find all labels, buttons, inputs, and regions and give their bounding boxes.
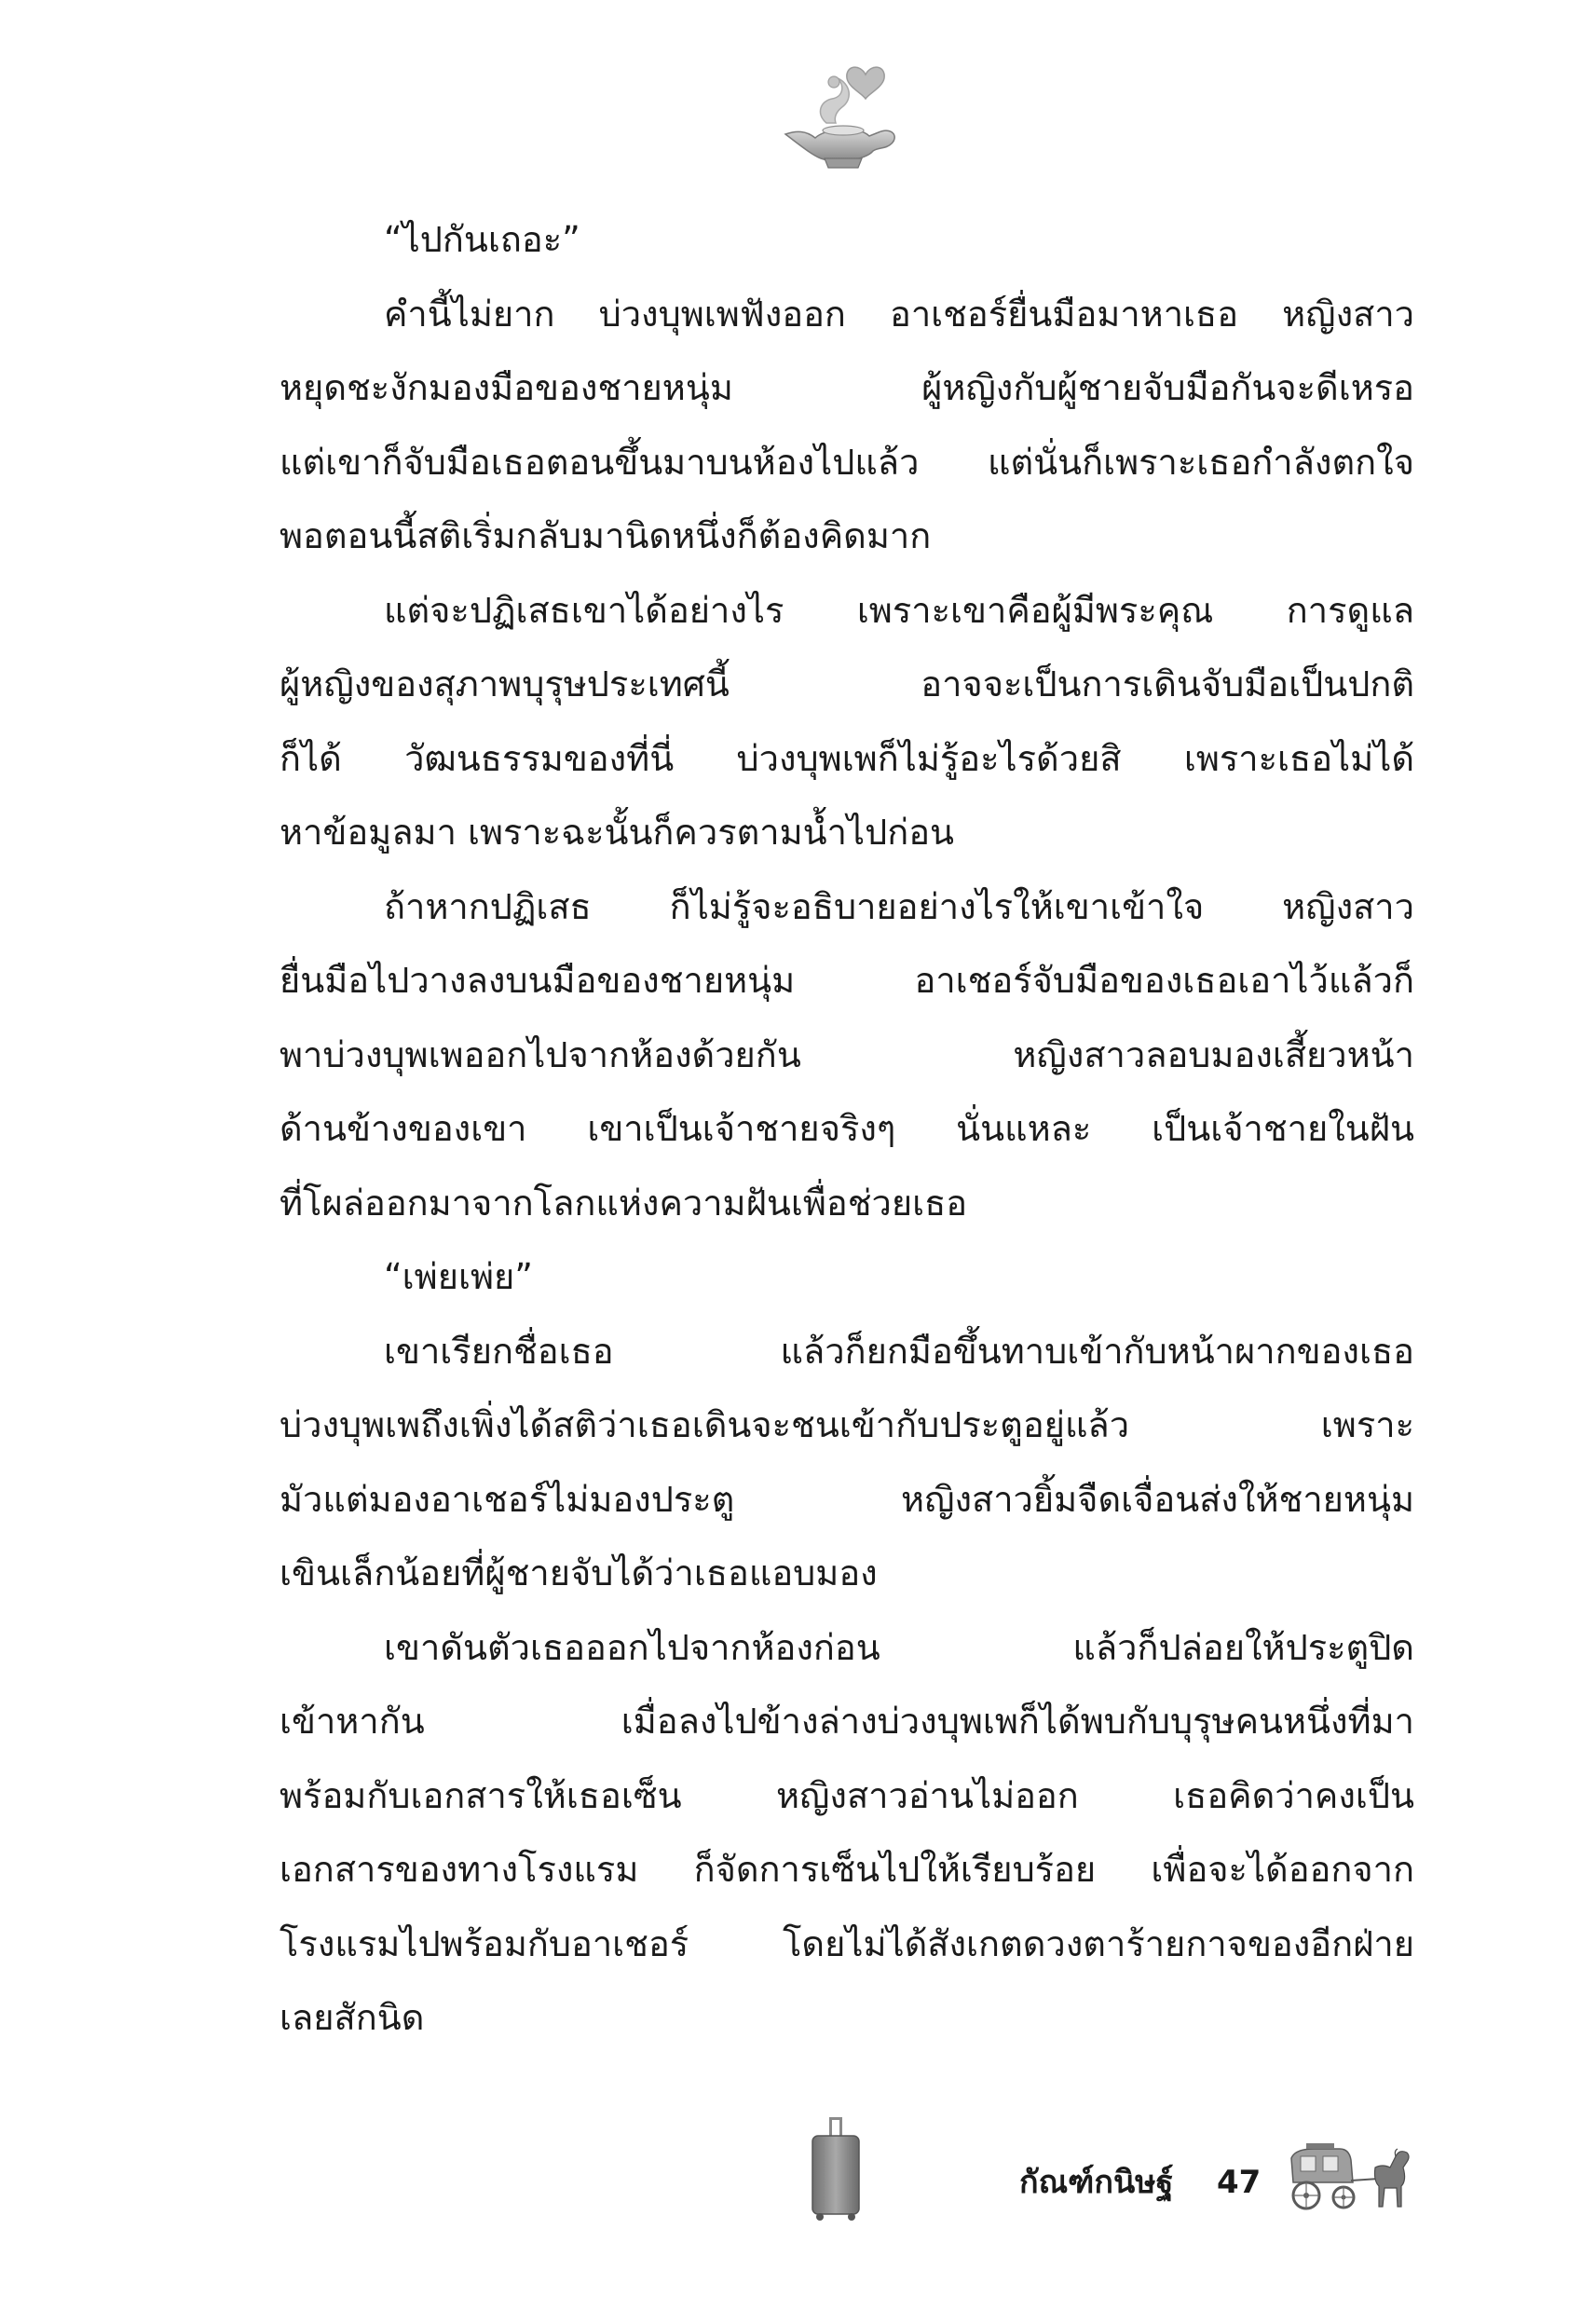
body-line: เอกสารของทางโรงแรม ก็จัดการเซ็นไปให้เรียบร้อย เพื่อจะได้ออกจาก <box>280 1849 1414 1890</box>
body-line: เขาเรียกชื่อเธอ แล้วก็ยกมือขึ้นทาบเข้ากับหน้าผากของเธอ <box>384 1330 1414 1372</box>
body-line: พร้อมกับเอกสารให้เธอเซ็น หญิงสาวอ่านไม่ออก เธอคิดว่าคงเป็น <box>280 1774 1414 1816</box>
body-line: ถ้าหากปฏิเสธ ก็ไม่รู้จะอธิบายอย่างไรให้เขาเข้าใจ หญิงสาว <box>384 885 1414 927</box>
body-line: โรงแรมไปพร้อมกับอาเชอร์ โดยไม่ได้สังเกตดวงตาร้ายกาจของอีกฝ่าย <box>280 1922 1414 1964</box>
body-line: ก็ได้ วัฒนธรรมของที่นี่ บ่วงบุพเพก็ไม่รู้อะไรด้วยสิ เพราะเธอไม่ได้ <box>280 737 1414 779</box>
body-line: ผู้หญิงของสุภาพบุรุษประเทศนี้ อาจจะเป็นการเดินจับมือเป็นปกติ <box>280 663 1414 704</box>
body-line: ที่โผล่ออกมาจากโลกแห่งความฝันเพื่อช่วยเธอ <box>280 1182 968 1224</box>
horse-carriage-icon <box>1286 2140 1416 2212</box>
body-line: หาข้อมูลมา เพราะฉะนั้นก็ควรตามน้ำไปก่อน <box>280 812 955 853</box>
body-line: ยื่นมือไปวางลงบนมือของชายหนุ่ม อาเชอร์จับมือของเธอเอาไว้แล้วก็ <box>280 960 1414 1001</box>
body-line: เขาดันตัวเธอออกไปจากห้องก่อน แล้วก็ปล่อยให้ประตูปิด <box>384 1626 1414 1668</box>
body-line: แต่จะปฏิเสธเขาได้อย่างไร เพราะเขาคือผู้มีพระคุณ การดูแล <box>384 589 1414 631</box>
page-body-text <box>280 203 1414 2056</box>
body-line: เข้าหากัน เมื่อลงไปข้างล่างบ่วงบุพเพก็ได้พบกับบุรุษคนหนึ่งที่มา <box>280 1701 1414 1742</box>
body-line: “ไปกันเถอะ” <box>384 219 580 260</box>
body-line: พอตอนนี้สติเริ่มกลับมานิดหนึ่งก็ต้องคิดมาก <box>280 515 932 556</box>
body-line: คำนี้ไม่ยาก บ่วงบุพเพฟังออก อาเชอร์ยื่นมือมาหาเธอ หญิงสาว <box>384 293 1414 335</box>
body-line: มัวแต่มองอาเชอร์ไม่มองประตู หญิงสาวยิ้มจืดเจื่อนส่งให้ชายหนุ่ม <box>280 1478 1414 1520</box>
body-line: ด้านข้างของเขา เขาเป็นเจ้าชายจริงๆ นั่นแหละ เป็นเจ้าชายในฝัน <box>280 1108 1414 1149</box>
body-line: เขินเล็กน้อยที่ผู้ชายจับได้ว่าเธอแอบมอง <box>280 1552 878 1593</box>
body-line: บ่วงบุพเพถึงเพิ่งได้สติว่าเธอเดินจะชนเข้ากับประตูอยู่แล้ว เพราะ <box>280 1404 1414 1445</box>
book-title: กัณฑ์กนิษฐ์ <box>1019 2164 1174 2201</box>
body-line: แต่เขาก็จับมือเธอตอนขึ้นมาบนห้องไปแล้ว แต่นั่นก็เพราะเธอกำลังตกใจ <box>280 441 1414 483</box>
page-number: 47 <box>1217 2164 1262 2201</box>
body-line: “เพ่ยเพ่ย” <box>384 1256 533 1297</box>
genie-lamp-with-heart-icon <box>769 58 908 174</box>
suitcase-icon <box>809 2115 863 2222</box>
body-line: พาบ่วงบุพเพออกไปจากห้องด้วยกัน หญิงสาวลอบมองเสี้ยวหน้า <box>280 1033 1414 1075</box>
body-line: หยุดชะงักมองมือของชายหนุ่ม ผู้หญิงกับผู้ชายจับมือกันจะดีเหรอ <box>280 367 1414 408</box>
body-line: เลยสักนิด <box>280 1997 425 2038</box>
